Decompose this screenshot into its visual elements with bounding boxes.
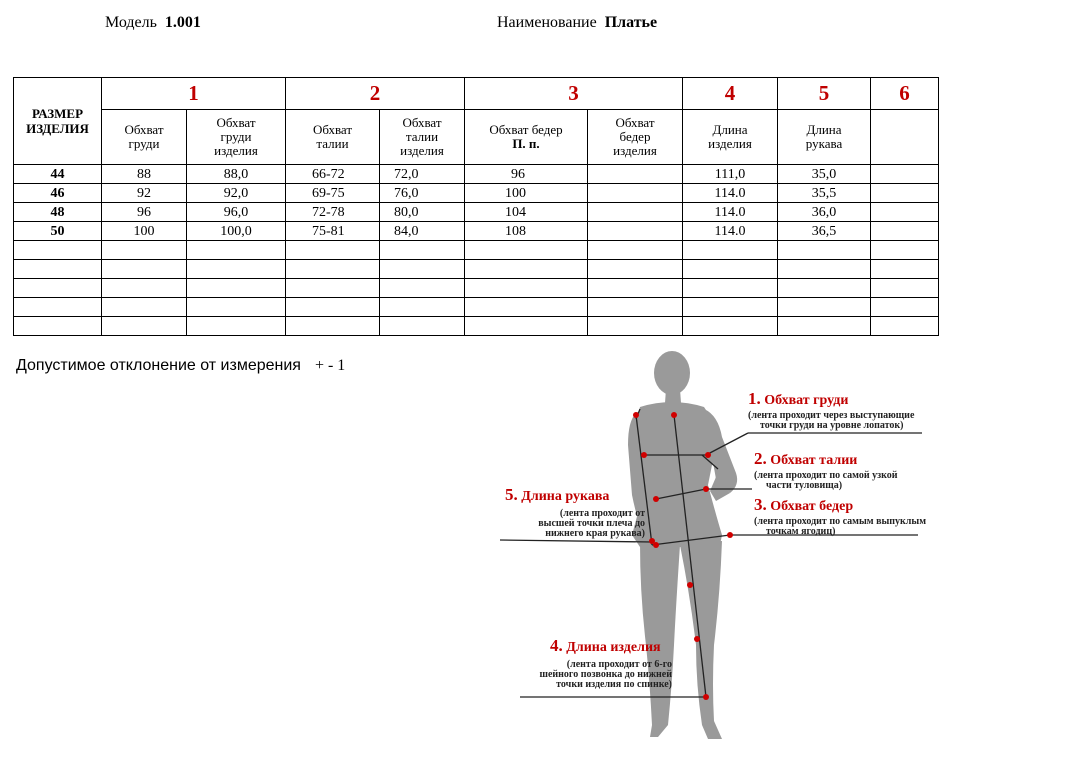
sleeve-annotation: 5. Длина рукава (лента проходит от высшей точки плеча до нижнего края рукава) <box>505 485 645 539</box>
model-heading <box>105 14 201 32</box>
length-cell: 114.0 <box>683 222 778 241</box>
chest-annotation: 1. Обхват груди (лента проходит через выступающие точки груди на уровне лопаток) <box>748 389 915 431</box>
empty-row <box>14 241 939 260</box>
hips-cell: 96 <box>465 165 588 184</box>
empty-row <box>14 279 939 298</box>
length-header: Длина изделия <box>683 110 778 165</box>
extra-cell <box>871 184 939 203</box>
column-label-row <box>14 110 939 165</box>
table-row <box>14 184 939 203</box>
chest-item-cell: 92,0 <box>187 184 286 203</box>
group-5-number: 5 <box>778 78 871 110</box>
chest-cell: 92 <box>102 184 187 203</box>
sleeve-cell: 36,0 <box>778 203 871 222</box>
tolerance-label: Допустимое отклонение от измерения <box>16 357 301 374</box>
hips-item-cell <box>588 222 683 241</box>
size-column-header: РАЗМЕР ИЗДЕЛИЯ <box>14 78 102 165</box>
waist-item-header: Обхват талии изделия <box>380 110 465 165</box>
chest-item-cell: 96,0 <box>187 203 286 222</box>
group-2-number: 2 <box>286 78 465 110</box>
waist-header: Обхват талии <box>286 110 380 165</box>
waist-annotation: 2. Обхват талии (лента проходит по самой узкой части туловища) <box>754 449 898 491</box>
hips-header: Обхват бедер П. п. <box>465 110 588 165</box>
length-annotation: 4. Длина изделия (лента проходит от 6-го шейного позвонка до нижней точки изделия по спинке) <box>539 636 672 690</box>
extra-header <box>871 110 939 165</box>
group-3-number: 3 <box>465 78 683 110</box>
model-value: 1.001 <box>164 14 201 31</box>
name-value: Платье <box>604 14 658 31</box>
group-1-number: 1 <box>102 78 286 110</box>
hips-item-header: Обхват бедер изделия <box>588 110 683 165</box>
empty-row <box>14 298 939 317</box>
size-table <box>13 77 939 336</box>
hips-item-cell <box>588 203 683 222</box>
sleeve-cell: 35,0 <box>778 165 871 184</box>
table-row <box>14 222 939 241</box>
waist-cell: 72-78 <box>286 203 380 222</box>
waist-item-cell: 80,0 <box>380 203 465 222</box>
hips-item-cell <box>588 184 683 203</box>
waist-item-cell: 76,0 <box>380 184 465 203</box>
sleeve-cell: 36,5 <box>778 222 871 241</box>
group-6-number: 6 <box>871 78 939 110</box>
extra-cell <box>871 165 939 184</box>
length-cell: 114.0 <box>683 184 778 203</box>
length-cell: 111,0 <box>683 165 778 184</box>
table-row <box>14 165 939 184</box>
hips-item-cell <box>588 165 683 184</box>
size-cell: 48 <box>14 203 102 222</box>
size-cell: 44 <box>14 165 102 184</box>
empty-row <box>14 317 939 336</box>
group-number-row <box>14 78 939 110</box>
chest-cell: 100 <box>102 222 187 241</box>
hips-cell: 104 <box>465 203 588 222</box>
waist-item-cell: 84,0 <box>380 222 465 241</box>
chest-header: Обхват груди <box>102 110 187 165</box>
table-row <box>14 203 939 222</box>
chest-item-cell: 88,0 <box>187 165 286 184</box>
extra-cell <box>871 222 939 241</box>
hips-cell: 108 <box>465 222 588 241</box>
name-label: Наименование <box>497 14 597 31</box>
waist-cell: 69-75 <box>286 184 380 203</box>
name-heading <box>497 14 657 32</box>
length-cell: 114.0 <box>683 203 778 222</box>
waist-cell: 75-81 <box>286 222 380 241</box>
extra-cell <box>871 203 939 222</box>
chest-item-header: Обхват груди изделия <box>187 110 286 165</box>
empty-row <box>14 260 939 279</box>
chest-cell: 96 <box>102 203 187 222</box>
sleeve-header: Длина рукава <box>778 110 871 165</box>
hips-annotation: 3. Обхват бедер (лента проходит по самым выпуклым точкам ягодиц) <box>754 495 927 537</box>
chest-cell: 88 <box>102 165 187 184</box>
waist-cell: 66-72 <box>286 165 380 184</box>
model-label: Модель <box>105 14 157 31</box>
sleeve-cell: 35,5 <box>778 184 871 203</box>
hips-cell: 100 <box>465 184 588 203</box>
size-cell: 46 <box>14 184 102 203</box>
chest-item-cell: 100,0 <box>187 222 286 241</box>
waist-item-cell: 72,0 <box>380 165 465 184</box>
group-4-number: 4 <box>683 78 778 110</box>
tolerance-note <box>16 357 345 375</box>
tolerance-value: + - 1 <box>314 357 346 374</box>
size-cell: 50 <box>14 222 102 241</box>
